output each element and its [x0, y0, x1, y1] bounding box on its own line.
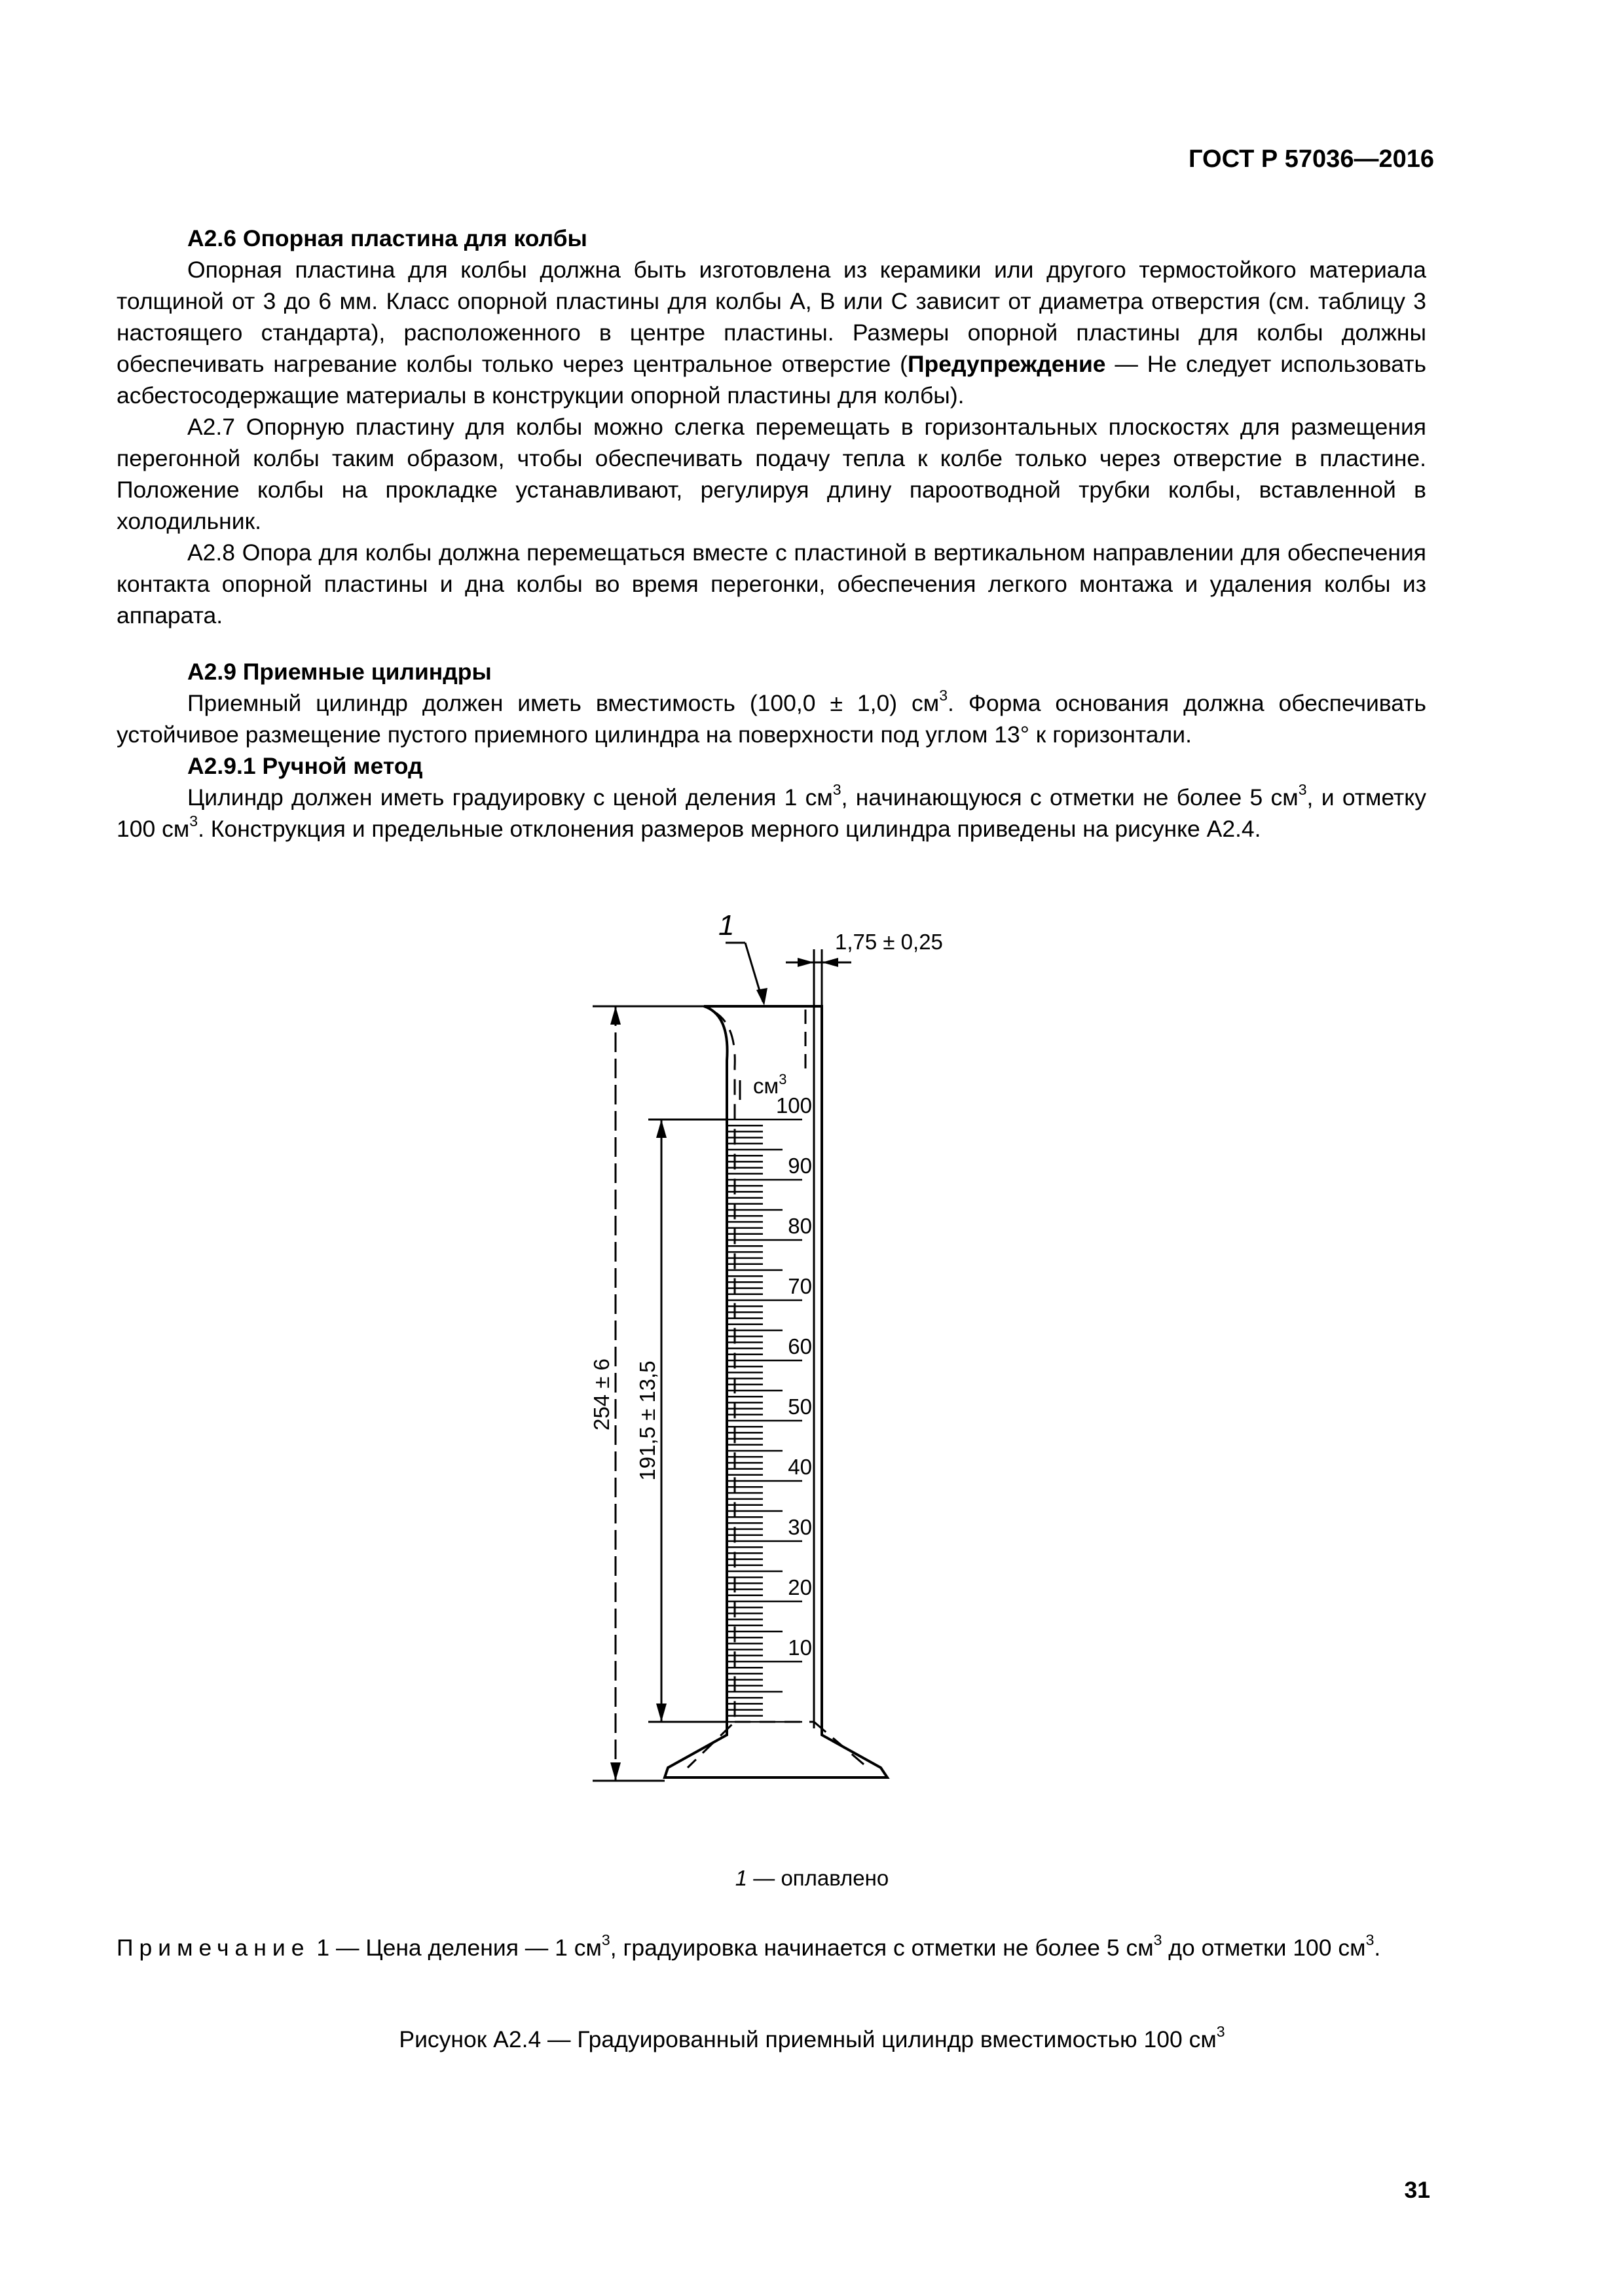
graduation-ticks — [727, 1120, 802, 1722]
scale-label: 40 — [788, 1455, 812, 1479]
figure-legend — [0, 1866, 1624, 1891]
note-text-part3: до отметки 100 см — [1162, 1935, 1366, 1961]
legend-text: — оплавлено — [747, 1866, 889, 1890]
a26-text-part1: Опорная пластина для колбы должна быть изготовлена из керамики или другого термостойкого материала толщиной от 3 до 6 мм. Класс опорной пластины для колбы А, В или С зависит от диаметра отверстия (см. таблицу 3 настоящего стандарта), расположенного в центре пластины. Размеры опорной пластины для колбы должны обеспечивать нагревание колбы только через центральное отверстие ( — [117, 257, 1426, 377]
arrow-callout — [756, 988, 767, 1006]
scale-label: 100 — [775, 1093, 812, 1118]
dim-scale-label: 191,5 ± 13,5 — [635, 1360, 659, 1481]
section-a26-paragraph — [117, 254, 1426, 411]
superscript: 3 — [189, 812, 198, 829]
section-a291-paragraph — [117, 782, 1426, 845]
unit-label: $см^3$ — [753, 1071, 787, 1098]
a291-text-part3: , и отметку 100 см — [117, 784, 1426, 842]
superscript: 3 — [1298, 780, 1307, 798]
cylinder-drawing — [0, 903, 1624, 1807]
figure-note — [117, 1931, 1426, 1964]
superscript: 3 — [601, 1931, 610, 1948]
caption-superscript: 3 — [1216, 2022, 1225, 2040]
cylinder-inner-dashed — [688, 1011, 868, 1768]
superscript: 3 — [1365, 1931, 1375, 1948]
superscript: 3 — [1153, 1931, 1162, 1948]
section-a28-paragraph: А2.8 Опора для колбы должна перемещаться вместе с пластиной в вертикальном направлении для обеспечения контакта опорной пластины и дна колбы во время перегонки, обеспечения легкого монтажа и удаления колбы из аппарата. — [117, 539, 1426, 629]
arrow-wall-right — [822, 958, 838, 967]
page-number: 31 — [1404, 2177, 1430, 2203]
a26-text-part2: — Не следует использовать асбестосодержащие материалы в конструкции опорной пластины для колбы). — [117, 351, 1426, 409]
a29-text-part1: Приемный цилиндр должен иметь вместимость (100,0 ± 1,0) см — [187, 690, 940, 716]
document-header: ГОСТ Р 57036—2016 — [1189, 145, 1434, 173]
arrow-scale-top — [656, 1120, 667, 1138]
figure-graduated-cylinder — [0, 903, 1624, 1807]
arrow-total-top — [610, 1006, 621, 1025]
section-a27-paragraph: А2.7 Опорную пластину для колбы можно слегка перемещать в горизонтальных плоскостях для размещения перегонной колбы таким образом, чтобы обеспечивать подачу тепла к колбе только через отверстие в пластине. Положение колбы на прокладке устанавливают, регулируя длину пароотводной трубки колбы, вставленной в холодильник. — [117, 414, 1426, 534]
note-text-part4: . — [1374, 1935, 1381, 1961]
scale-label: 80 — [788, 1214, 812, 1238]
arrow-wall-left — [798, 958, 814, 967]
caption-text: Рисунок А2.4 — Градуированный приемный цилиндр вместимостью 100 см — [399, 2026, 1217, 2052]
dim-wall-label: 1,75 ± 0,25 — [835, 930, 943, 954]
callout-number: 1 — [718, 909, 735, 941]
a291-text-part2: , начинающуюся с отметки не более 5 см — [841, 784, 1299, 811]
dim-total-label: 254 ± 6 — [589, 1358, 614, 1430]
scale-label: 90 — [788, 1154, 812, 1178]
warning-label: Предупреждение — [908, 351, 1106, 377]
scale-label: 20 — [788, 1575, 812, 1599]
section-a26-title: А2.6 Опорная пластина для колбы — [187, 225, 587, 251]
a291-text-part1: Цилиндр должен иметь градуировку с ценой деления 1 см — [187, 784, 833, 811]
scale-label: 50 — [788, 1394, 812, 1419]
scale-label: 30 — [788, 1515, 812, 1539]
scale-label: 10 — [788, 1635, 812, 1660]
superscript: 3 — [939, 686, 948, 704]
superscript: 3 — [832, 780, 841, 798]
figure-caption — [0, 2022, 1624, 2053]
arrow-total-bottom — [610, 1762, 621, 1781]
legend-number: 1 — [735, 1866, 748, 1890]
section-a29-paragraph — [117, 687, 1426, 750]
note-text-part2: , градуировка начинается с отметки не более 5 см — [610, 1935, 1154, 1961]
a291-text-part4: . Конструкция и предельные отклонения размеров мерного цилиндра приведены на рисунке А2.4. — [198, 816, 1261, 842]
main-text — [117, 223, 1426, 845]
section-a29-title: А2.9 Приемные цилиндры — [187, 659, 492, 685]
section-a291-title: А2.9.1 Ручной метод — [187, 753, 423, 779]
a29-text-part2: . Форма основания должна обеспечивать устойчивое размещение пустого приемного цилиндра на поверхности под углом 13° к горизонтали. — [117, 690, 1426, 748]
scale-label: 60 — [788, 1334, 812, 1358]
note-label: Примечание — [117, 1935, 310, 1961]
arrow-scale-bottom — [656, 1704, 667, 1722]
scale-labels — [776, 1093, 812, 1660]
note-text-part1: 1 — Цена деления — 1 см — [310, 1935, 602, 1961]
scale-label: 70 — [788, 1274, 812, 1298]
